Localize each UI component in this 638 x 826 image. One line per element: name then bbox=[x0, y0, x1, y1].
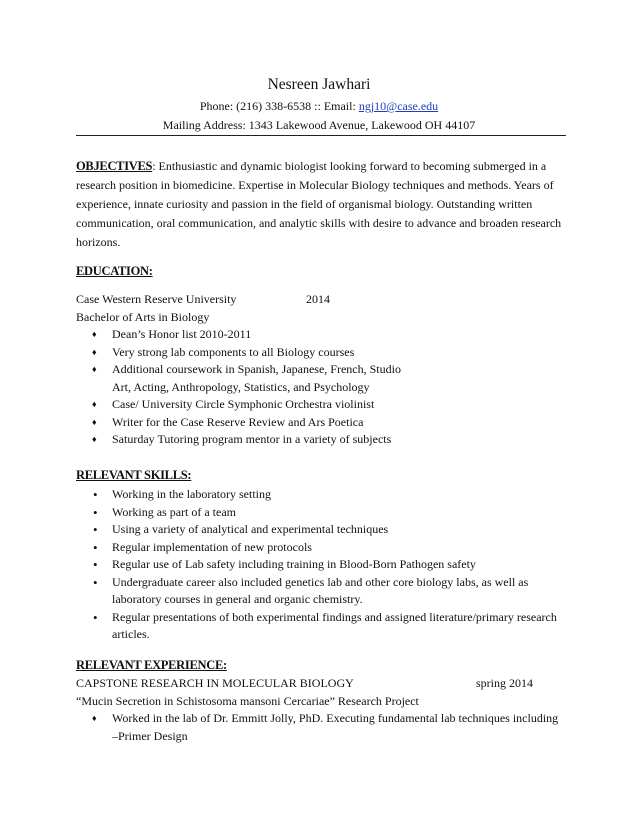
list-item: ♦ Saturday Tutoring program mentor in a variety of subjects bbox=[76, 431, 566, 449]
list-item: ♦ Case/ University Circle Symphonic Orchestra violinist bbox=[76, 396, 566, 414]
list-item: • Using a variety of analytical and experimental techniques bbox=[76, 521, 566, 539]
experience-heading-wrap bbox=[76, 656, 566, 675]
education-heading-wrap bbox=[76, 262, 566, 281]
education-list bbox=[76, 326, 566, 449]
list-item: • Regular use of Lab safety including training in Blood-Born Pathogen safety bbox=[76, 556, 566, 574]
list-item: ♦ Writer for the Case Reserve Review and Ars Poetica bbox=[76, 414, 566, 432]
experience-list bbox=[76, 710, 566, 745]
list-item: • Regular implementation of new protocols bbox=[76, 539, 566, 557]
education-section bbox=[76, 291, 566, 449]
degree: Bachelor of Arts in Biology bbox=[76, 309, 210, 324]
experience-title-row bbox=[76, 675, 566, 693]
objectives-text: : Enthusiastic and dynamic biologist looking forward to becoming submerged in a research position in biomedicine. Expertise in Molecular Biology techniques and methods. Years of experience, innate curiosity and passion in the field of organismal biology. Outstanding written communication, oral communication, and analytic skills with desire to advance and broaden research horizons. bbox=[76, 159, 562, 249]
list-item: • Regular presentations of both experimental findings and assigned literature/primary research articles. bbox=[76, 609, 566, 644]
header-divider bbox=[76, 135, 566, 136]
list-item: ♦ Very strong lab components to all Biology courses bbox=[76, 344, 566, 362]
contact-line bbox=[0, 99, 638, 114]
objectives-heading: OBJECTIVES bbox=[76, 159, 153, 173]
phone-text: Phone: (216) 338-6538 :: Email: bbox=[199, 99, 359, 113]
school-name: Case Western Reserve University bbox=[76, 292, 237, 306]
list-item: ♦ Dean’s Honor list 2010-2011 bbox=[76, 326, 566, 344]
list-item: • Working as part of a team bbox=[76, 504, 566, 522]
skills-heading-wrap bbox=[76, 466, 566, 485]
email-link[interactable]: ngj10@case.edu bbox=[358, 99, 439, 113]
experience-date: spring 2014 bbox=[476, 676, 533, 690]
experience-section bbox=[76, 675, 566, 745]
graduation-year: 2014 bbox=[306, 292, 330, 306]
list-item: ♦ Worked in the lab of Dr. Emmitt Jolly, PhD. Executing fundamental lab techniques including –Primer Design bbox=[76, 710, 566, 745]
list-item: • Undergraduate career also included genetics lab and other core biology labs, as well as laboratory courses in general and organic chemistry. bbox=[76, 574, 566, 609]
list-item: ♦ Additional coursework in Spanish, Japanese, French, Studio Art, Acting, Anthropology, Statistics, and Psychology bbox=[76, 361, 422, 396]
mailing-address: Mailing Address: 1343 Lakewood Avenue, Lakewood OH 44107 bbox=[162, 118, 476, 132]
list-item: • Working in the laboratory setting bbox=[76, 486, 566, 504]
experience-title: CAPSTONE RESEARCH IN MOLECULAR BIOLOGY bbox=[76, 676, 354, 690]
applicant-name: Nesreen Jawhari bbox=[267, 76, 371, 93]
skills-list bbox=[76, 486, 566, 644]
objectives-section bbox=[76, 157, 566, 252]
experience-heading: RELEVANT EXPERIENCE: bbox=[76, 658, 227, 672]
skills-heading: RELEVANT SKILLS: bbox=[76, 468, 192, 482]
skills-section bbox=[76, 486, 566, 644]
education-school-row bbox=[76, 291, 566, 309]
education-heading: EDUCATION: bbox=[76, 264, 153, 278]
project-title: “Mucin Secretion in Schistosoma mansoni Cercariae” Research Project bbox=[76, 693, 419, 708]
